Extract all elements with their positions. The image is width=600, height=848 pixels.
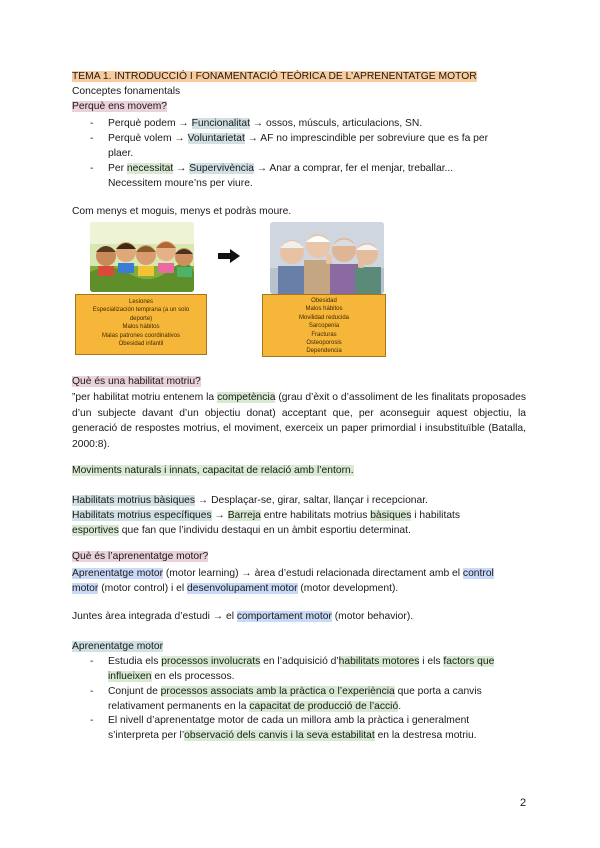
risk-item: Especialización temprana (a un solo bbox=[92, 307, 190, 314]
motor-learning-item-1: Estudia els processos involucrats en l’adquisició d’habilitats motores i els factors que influeixen en els processos. bbox=[108, 656, 495, 682]
risk-item: Obesidad bbox=[311, 298, 337, 304]
question-heading-3: Què és l’aprenentatge motor? bbox=[72, 551, 209, 562]
motor-learning-item-3: El nivell d’aprenentatge motor de cada un millora amb la pràctica i generalment s’interpreta per l’observació dels canvis i la seva estabilitat en la destresa motriu. bbox=[108, 715, 477, 741]
risk-item: Malas patrones coordinativos bbox=[101, 332, 181, 339]
risk-item: Osteoporosis bbox=[306, 340, 342, 347]
question-heading-2: Què és una habilitat motriu? bbox=[72, 376, 201, 387]
move-statement: Com menys et moguis, menys et podràs moure. bbox=[72, 206, 292, 217]
elderly-risks-box bbox=[262, 294, 386, 357]
learning-definition: Aprenentatge motor (motor learning) → àrea d’estudi relacionada directament amb el control motor (motor control) i el desenvolupament motor (motor development). bbox=[72, 568, 494, 594]
risk-item: Malos hábitos bbox=[122, 324, 160, 331]
bullet-dash: - bbox=[90, 686, 94, 697]
page-title: TEMA 1. INTRODUCCIÓ I FONAMENTACIÓ TEÒRICA DE L’APRENENTATGE MOTOR bbox=[72, 71, 477, 82]
risk-item: Sarcopenia bbox=[308, 323, 340, 330]
why-item-3: Per necessitat → Supervivència → Anar a comprar, fer el menjar, treballar... Necessitem moure’ns per viure. bbox=[108, 163, 454, 189]
why-item-2: Perquè volem → Voluntarietat → AF no imprescindible per sobreviure que es fa per plaer. bbox=[108, 133, 489, 159]
section-subtitle: Conceptes fonamentals bbox=[72, 86, 181, 97]
why-item-1: Perquè podem → Funcionalitat → ossos, músculs, articulacions, SN. bbox=[108, 118, 423, 129]
page-number: 2 bbox=[520, 797, 527, 809]
risk-item: Lesiones bbox=[128, 299, 154, 305]
bullet-dash: - bbox=[90, 715, 94, 726]
natural-movements: Moviments naturals i innats, capacitat de relació amb l’entorn. bbox=[72, 465, 354, 476]
right-arrow-icon bbox=[218, 249, 240, 263]
risk-item: deporte) bbox=[129, 315, 153, 322]
bullet-dash: - bbox=[90, 133, 94, 144]
risk-item: Fracturas bbox=[311, 331, 337, 338]
bullet-dash: - bbox=[90, 163, 94, 174]
motor-learning-item-2: Conjunt de processos associats amb la pràctica o l’experiència que porta a canvis relativament permanents en la capacitat de producció de l’acció. bbox=[108, 686, 482, 712]
children-photo bbox=[90, 222, 194, 292]
basic-skills: Habilitats motrius bàsiques → Desplaçar-se, girar, saltar, llançar i recepcionar. bbox=[72, 495, 428, 506]
bullet-dash: - bbox=[90, 118, 94, 129]
integrated-area: Juntes àrea integrada d’estudi → el comportament motor (motor behavior). bbox=[72, 611, 414, 622]
risk-item: Obesidad infantil bbox=[118, 341, 164, 348]
risk-item: Malos hábitos bbox=[305, 306, 343, 313]
bullet-dash: - bbox=[90, 656, 94, 667]
definition-paragraph: ”per habilitat motriu entenem la competència (grau d’èxit o d’assoliment de les finalitats proposades d’un subjecte davant d’un objectiu donat) acceptant que, per aconseguir aquest objectiu, la generació de respostes motrius, el moviment, exerceix un paper primordial i insubstituïble (Batalla, 2000:8). bbox=[72, 392, 526, 450]
elderly-people-photo bbox=[270, 222, 384, 294]
risk-item: Dependencia bbox=[306, 348, 342, 355]
motor-learning-heading: Aprenentatge motor bbox=[72, 641, 164, 652]
specific-skills: Habilitats motrius específiques → Barreja entre habilitats motrius bàsiques i habilitats esportives que fan que l’individu destaqui en un àmbit esportiu determinat. bbox=[72, 510, 461, 536]
question-heading-1: Perquè ens movem? bbox=[72, 101, 168, 112]
child-risks-box bbox=[75, 294, 207, 355]
risk-item: Movilidad reducida bbox=[298, 314, 350, 321]
